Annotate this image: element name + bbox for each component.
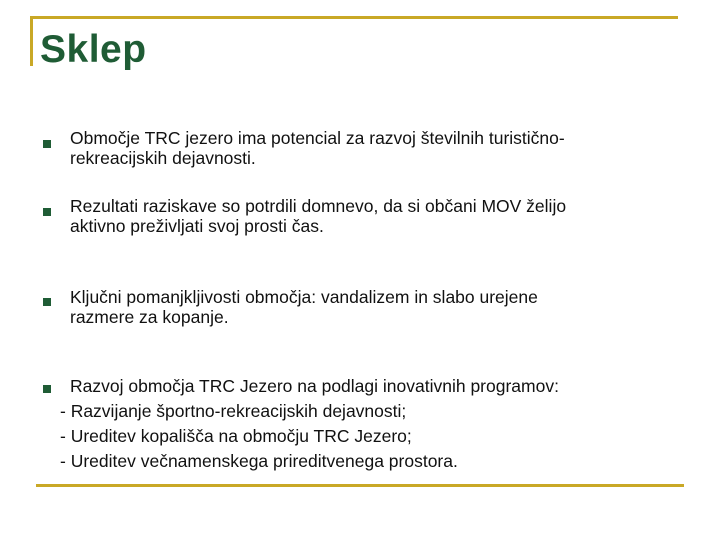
slide-title: Sklep (40, 28, 147, 71)
left-rule-line (30, 16, 33, 66)
square-bullet-icon (43, 385, 51, 393)
bullet-4-line-4: - Ureditev večnamenskega prireditvenega prostora. (60, 451, 458, 471)
bottom-rule-line (36, 484, 684, 487)
bullet-4-line-3: - Ureditev kopališča na območju TRC Jezero; (60, 426, 412, 446)
bullet-4-line-1: Razvoj območja TRC Jezero na podlagi inovativnih programov: (70, 376, 559, 396)
square-bullet-icon (43, 298, 51, 306)
bullet-2-line-1: Rezultati raziskave so potrdili domnevo, da si občani MOV želijo (70, 196, 567, 216)
bullet-3-line-2: razmere za kopanje. (70, 307, 229, 327)
square-bullet-icon (43, 140, 51, 148)
bullet-2-line-2: aktivno preživljati svoj prosti čas. (70, 216, 324, 236)
bullet-1-line-2: rekreacijskih dejavnosti. (70, 148, 256, 168)
square-bullet-icon (43, 208, 51, 216)
bullet-1-line-1: Območje TRC jezero ima potencial za razvoj številnih turistično- (70, 128, 565, 148)
bullet-3-line-1: Ključni pomanjkljivosti območja: vandalizem in slabo urejene (70, 287, 538, 307)
top-rule-line (30, 16, 678, 19)
bullet-4-line-2: - Razvijanje športno-rekreacijskih dejavnosti; (60, 401, 407, 421)
